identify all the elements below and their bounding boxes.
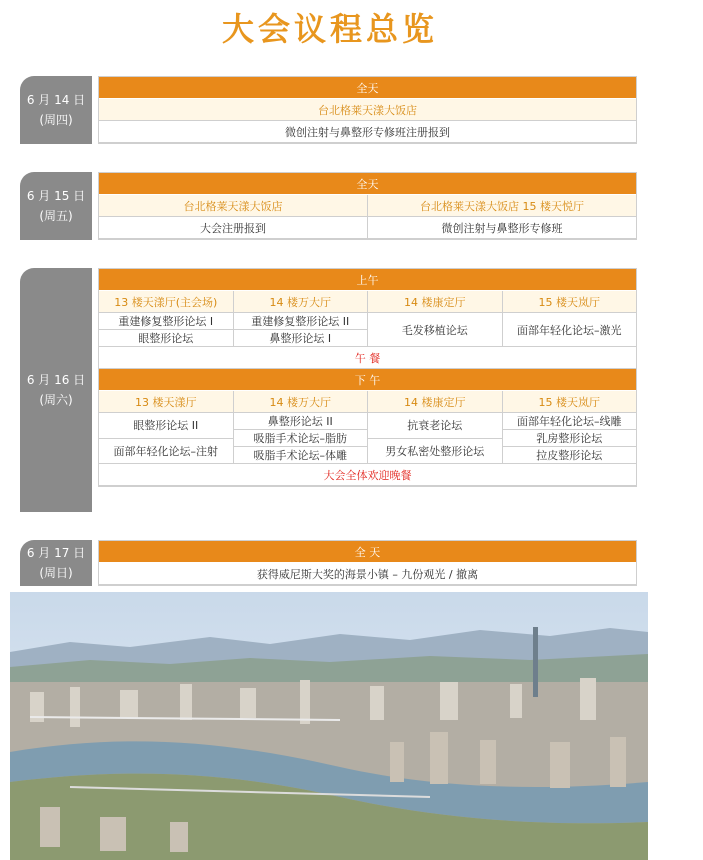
session-cell: 拉皮整形论坛 (503, 447, 637, 464)
venue-cell: 台北格莱天漾大饭店 (99, 99, 636, 121)
schedule-table (98, 172, 637, 240)
session-cell: 鼻整形论坛 I (234, 330, 368, 347)
room-cell: 15 楼天岚厅 (503, 291, 637, 313)
session-cell: 乳房整形论坛 (503, 430, 637, 447)
room-cell: 13 楼天漾厅(主会场) (99, 291, 234, 313)
allday-header: 全天 (99, 173, 636, 195)
morning-header: 上午 (99, 269, 636, 291)
schedule-table (98, 268, 637, 487)
event-cell: 微创注射与鼻整形专修班注册报到 (99, 121, 636, 143)
room-cell: 14 楼康定厅 (368, 391, 503, 413)
session-cell: 毛发移植论坛 (368, 313, 502, 347)
date-label: 6 月 17 日 (26, 546, 86, 560)
schedule-table (98, 540, 637, 586)
weekday-label: (周五) (39, 209, 73, 223)
session-cell: 面部年轻化论坛–注射 (99, 439, 233, 465)
room-cell: 15 楼天岚厅 (503, 391, 637, 413)
event-cell: 微创注射与鼻整形专修班 (368, 217, 636, 239)
schedule-table (98, 76, 637, 144)
session-cell: 眼整形论坛 (99, 330, 233, 347)
date-label: 6 月 14 日 (26, 93, 86, 107)
weekday-label: (周日) (39, 566, 73, 580)
room-cell: 14 楼万大厅 (234, 391, 369, 413)
venue-cell: 台北格莱天漾大饭店 (99, 195, 368, 217)
session-cell: 吸脂手术论坛–脂肪 (234, 430, 368, 447)
date-label: 6 月 15 日 (26, 189, 86, 203)
page-title: 大会议程总览 (221, 10, 438, 48)
session-cell: 面部年轻化论坛–激光 (503, 313, 637, 347)
date-box (20, 268, 92, 512)
event-cell: 获得威尼斯大奖的海景小镇 – 九份观光 / 撤离 (99, 563, 636, 585)
venue-cell: 台北格莱天漾大饭店 15 楼天悦厅 (368, 195, 636, 217)
session-cell: 重建修复整形论坛 I (99, 313, 233, 330)
weekday-label: (周六) (39, 393, 73, 407)
weekday-label: (周四) (39, 113, 73, 127)
date-box (20, 540, 92, 586)
allday-header: 全 天 (99, 541, 636, 563)
session-cell: 吸脂手术论坛–体雕 (234, 447, 368, 464)
session-cell: 眼整形论坛 II (99, 413, 233, 439)
date-box (20, 172, 92, 240)
date-label: 6 月 16 日 (26, 373, 86, 387)
afternoon-header: 下 午 (99, 369, 636, 391)
lunch-label: 午 餐 (99, 347, 636, 369)
room-cell: 13 楼天漾厅 (99, 391, 234, 413)
session-cell: 抗衰老论坛 (368, 413, 502, 439)
session-cell: 男女私密处整形论坛 (368, 439, 502, 465)
event-cell: 大会注册报到 (99, 217, 368, 239)
allday-header: 全天 (99, 77, 636, 99)
session-cell: 重建修复整形论坛 II (234, 313, 368, 330)
room-cell: 14 楼康定厅 (368, 291, 503, 313)
session-cell: 鼻整形论坛 II (234, 413, 368, 430)
room-cell: 14 楼万大厅 (234, 291, 369, 313)
date-box (20, 76, 92, 144)
session-cell: 面部年轻化论坛–线雕 (503, 413, 637, 430)
city-skyline-photo (10, 592, 648, 860)
dinner-label: 大会全体欢迎晚餐 (99, 464, 636, 486)
city-skyline-illustration (10, 592, 648, 860)
